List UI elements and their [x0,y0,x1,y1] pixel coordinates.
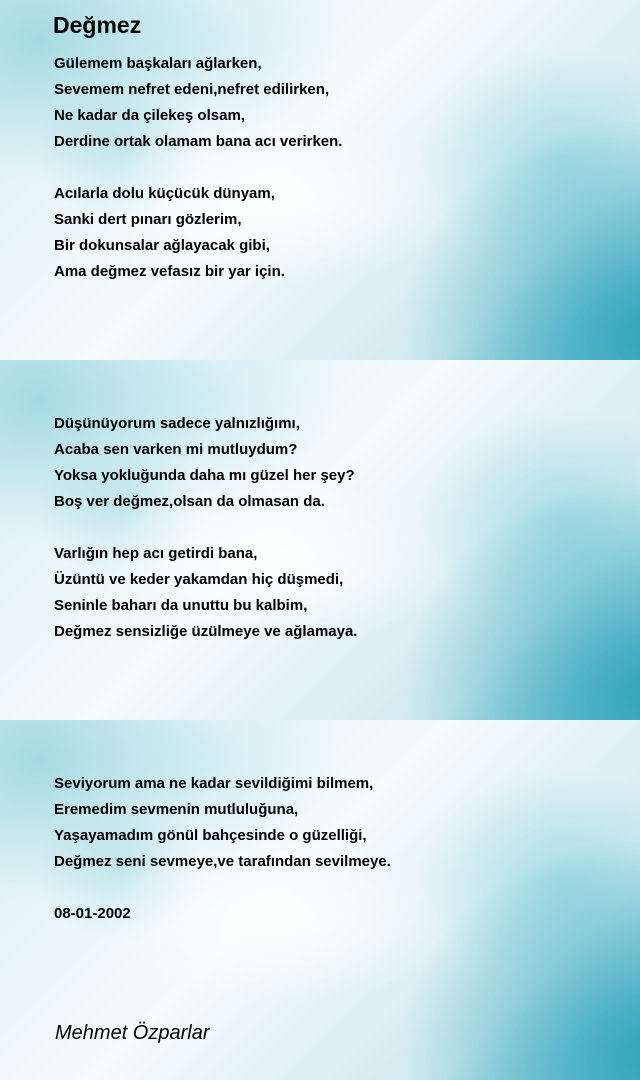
poem-line: Değmez sensizliğe üzülmeye ve ağlamaya. [54,623,358,640]
poem-line: Yaşayamadım gönül bahçesinde o güzelliği, [54,827,367,844]
poem-line: Derdine ortak olamam bana acı verirken. [54,133,343,150]
poem-author: Mehmet Özparlar [55,1022,210,1044]
poem-date: 08-01-2002 [54,905,131,922]
stanza-3 [54,411,355,515]
poem-line: Acaba sen varken mi mutluydum? [54,441,298,458]
poem-line: Acılarla dolu küçücük dünyam, [54,185,275,202]
poem-line: Varlığın hep acı getirdi bana, [54,545,258,562]
poem-line: Üzüntü ve keder yakamdan hiç düşmedi, [54,571,344,588]
poem-line: Boş ver değmez,olsan da olmasan da. [54,493,325,510]
poem-line: Bir dokunsalar ağlayacak gibi, [54,237,270,254]
background-panel-top [0,0,640,360]
poem-line: Düşünüyorum sadece yalnızlığımı, [54,415,300,432]
poem-line: Ama değmez vefasız bir yar için. [54,263,285,280]
poem-title: Değmez [53,12,142,38]
poem-line: Seninle baharı da unuttu bu kalbim, [54,597,308,614]
background-panel-middle [0,360,640,720]
poem-line: Sevemem nefret edeni,nefret edilirken, [54,81,330,98]
stanza-4 [54,541,357,645]
poem-line: Sanki dert pınarı gözlerim, [54,211,242,228]
poem-line: Değmez seni sevmeye,ve tarafından sevilmeye. [54,853,391,870]
stanza-1 [54,51,342,155]
poem-line: Gülemem başkaları ağlarken, [54,55,262,72]
poem-line: Eremedim sevmenin mutluluğuna, [54,801,299,818]
poem-line: Ne kadar da çilekeş olsam, [54,107,245,124]
stanza-2 [54,181,285,285]
poem-line: Seviyorum ama ne kadar sevildiğimi bilmem, [54,775,374,792]
poem-line: Yoksa yokluğunda daha mı güzel her şey? [54,467,355,484]
stanza-5 [54,771,391,875]
